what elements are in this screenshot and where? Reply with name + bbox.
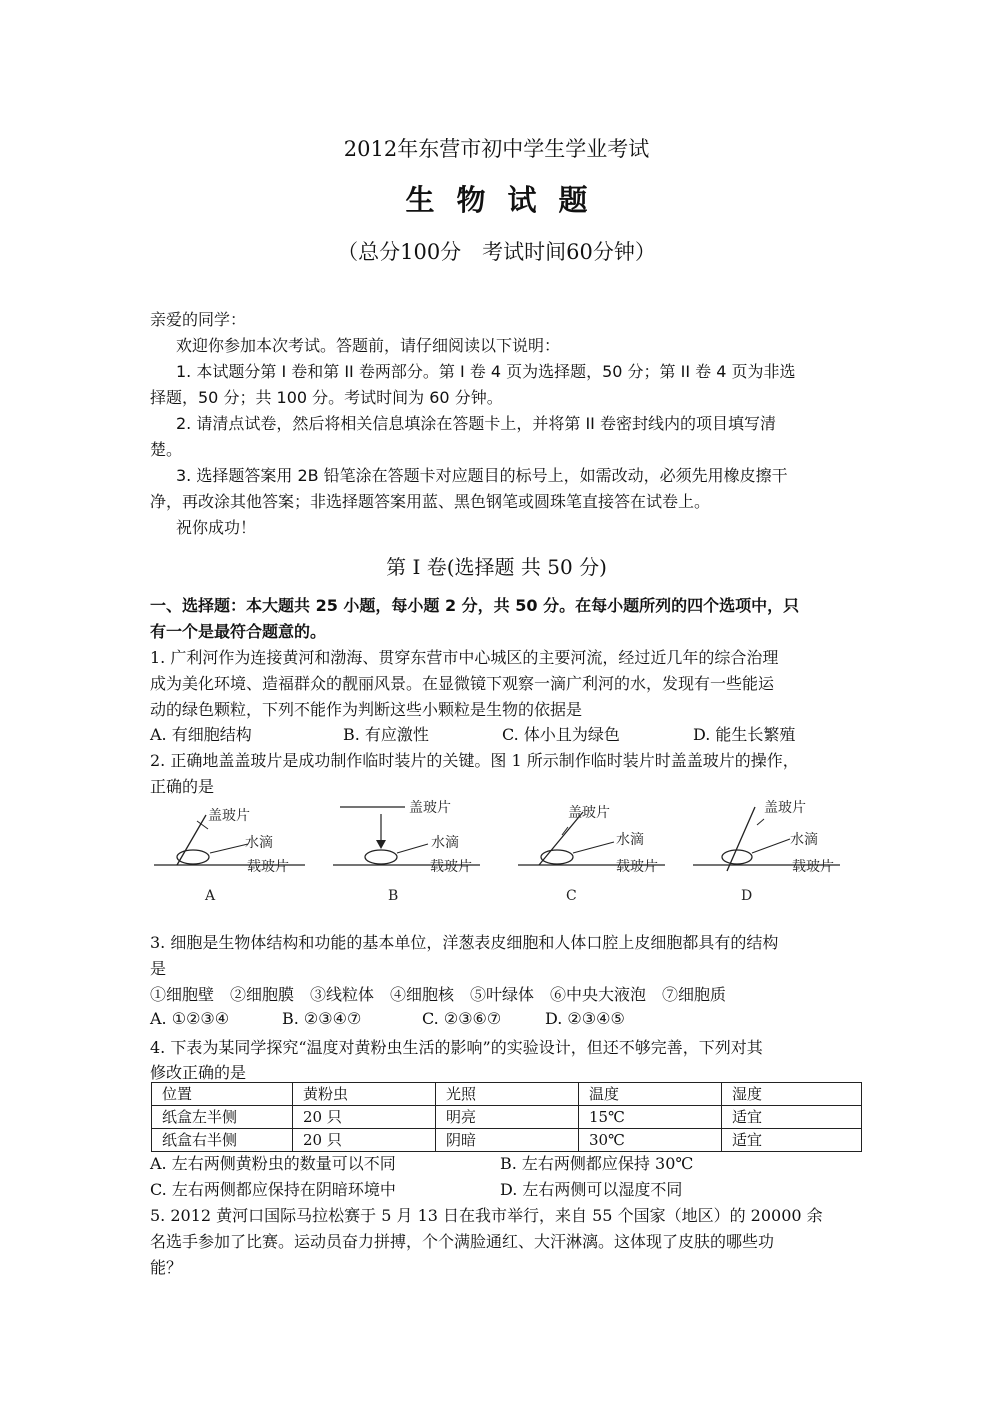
question-1-option-a: A. 有细胞结构 <box>150 725 252 744</box>
water-drop-label: 水滴 <box>431 835 459 851</box>
question-3-option-d: D. ②③④⑤ <box>545 1009 625 1028</box>
table-cell: 20 只 <box>293 1129 436 1152</box>
table-header: 黄粉虫 <box>293 1083 436 1106</box>
notice-line: 净，再改涂其他答案；非选择题答案用蓝、黑色钢笔或圆珠笔直接答在试卷上。 <box>150 492 711 511</box>
question-2-text: 正确的是 <box>150 777 215 796</box>
question-1-option-b: B. 有应激性 <box>343 725 429 744</box>
question-1-option-d: D. 能生长繁殖 <box>693 725 796 744</box>
panel-label: A <box>205 888 216 904</box>
exam-name: 2012年东营市初中学生学业考试 <box>343 137 650 161</box>
question-3-option-a: A. ①②③④ <box>150 1009 230 1028</box>
table-row <box>152 1106 862 1129</box>
question-4-option-c: C. 左右两侧都应保持在阴暗环境中 <box>150 1180 396 1199</box>
table-header: 温度 <box>579 1083 722 1106</box>
notice-line: 楚。 <box>150 440 183 459</box>
table-header: 位置 <box>152 1083 293 1106</box>
figure-panel-c <box>518 804 665 904</box>
cover-slip-label: 盖玻片 <box>568 805 610 821</box>
slide-label: 载玻片 <box>616 859 658 875</box>
cover-slip-label: 盖玻片 <box>764 800 806 816</box>
question-2-text: 2. 正确地盖盖玻片是成功制作临时装片的关键。图 1 所示制作临时装片时盖盖玻片的操作， <box>150 751 799 770</box>
table-cell: 明亮 <box>436 1106 579 1129</box>
question-3-text: 3. 细胞是生物体结构和功能的基本单位，洋葱表皮细胞和人体口腔上皮细胞都具有的结构 <box>150 933 779 952</box>
subject-title: 生物试题 <box>405 183 610 217</box>
notice-line: 1. 本试题分第 I 卷和第 II 卷两部分。第 I 卷 4 页为选择题，50 分；第 II 卷 4 页为非选 <box>176 362 796 381</box>
table-cell: 纸盒右半侧 <box>152 1129 293 1152</box>
table-cell: 适宜 <box>722 1129 862 1152</box>
greeting: 亲爱的同学： <box>150 310 247 329</box>
question-4-option-b: B. 左右两侧都应保持 30℃ <box>500 1154 694 1173</box>
question-1-option-c: C. 体小且为绿色 <box>502 725 620 744</box>
notice-line: 祝你成功！ <box>176 518 257 537</box>
experiment-table <box>151 1082 862 1152</box>
table-cell: 20 只 <box>293 1106 436 1129</box>
question-1-text: 1. 广利河作为连接黄河和渤海、贯穿东营市中心城区的主要河流，经过近几年的综合治理 <box>150 648 779 667</box>
section-instruction: 一、选择题：本大题共 25 小题，每小题 2 分，共 50 分。在每小题所列的四个选项中，只 <box>150 596 800 615</box>
question-5-text: 名选手参加了比赛。运动员奋力拼搏，个个满脸通红、大汗淋漓。这体现了皮肤的哪些功 <box>150 1232 775 1251</box>
table-cell: 纸盒左半侧 <box>152 1106 293 1129</box>
table-cell: 15℃ <box>579 1106 722 1129</box>
table-header: 光照 <box>436 1083 579 1106</box>
figure-panel-b <box>333 799 480 904</box>
notice-line: 择题，50 分；共 100 分。考试时间为 60 分钟。 <box>150 388 503 407</box>
slide-label: 载玻片 <box>247 859 289 875</box>
question-3-structures: ①细胞壁 ②细胞膜 ③线粒体 ④细胞核 ⑤叶绿体 ⑥中央大液泡 ⑦细胞质 <box>150 985 727 1004</box>
panel-label: C <box>566 888 577 904</box>
question-4-text: 修改正确的是 <box>150 1063 247 1082</box>
figure-panel-a <box>154 807 305 904</box>
panel-label: D <box>741 888 753 904</box>
question-1-text: 成为美化环境、造福群众的靓丽风景。在显微镜下观察一滴广利河的水，发现有一些能运 <box>150 674 775 693</box>
panel-label: B <box>388 888 399 904</box>
question-4-option-d: D. 左右两侧可以湿度不同 <box>500 1180 683 1199</box>
coverslip-figure <box>150 792 850 912</box>
section-instruction: 有一个是最符合题意的。 <box>150 622 327 641</box>
notice-line: 3. 选择题答案用 2B 铅笔涂在答题卡对应题目的标号上，如需改动，必须先用橡皮擦干 <box>176 466 788 485</box>
cover-slip-label: 盖玻片 <box>409 800 451 816</box>
question-3-option-b: B. ②③④⑦ <box>282 1009 362 1028</box>
question-1-text: 动的绿色颗粒，下列不能作为判断这些小颗粒是生物的依据是 <box>150 700 583 719</box>
table-row <box>152 1129 862 1152</box>
exam-info: （总分100分 考试时间60分钟） <box>337 240 656 264</box>
section-title: 第 I 卷(选择题 共 50 分) <box>386 555 607 579</box>
question-5-text: 5. 2012 黄河口国际马拉松赛于 5 月 13 日在我市举行，来自 55 个国家（地区）的 20000 余 <box>150 1206 823 1225</box>
cover-slip-label: 盖玻片 <box>208 808 250 824</box>
table-header: 湿度 <box>722 1083 862 1106</box>
water-drop-label: 水滴 <box>790 832 818 848</box>
question-3-text: 是 <box>150 959 167 978</box>
question-4-text: 4. 下表为某同学探究“温度对黄粉虫生活的影响”的实验设计，但还不够完善，下列对其 <box>150 1038 763 1057</box>
table-cell: 适宜 <box>722 1106 862 1129</box>
question-3-option-c: C. ②③⑥⑦ <box>422 1009 502 1028</box>
notice-line: 欢迎你参加本次考试。答题前，请仔细阅读以下说明： <box>176 336 561 355</box>
question-5-text: 能？ <box>150 1258 183 1277</box>
slide-label: 载玻片 <box>430 859 472 875</box>
question-4-option-a: A. 左右两侧黄粉虫的数量可以不同 <box>150 1154 396 1173</box>
table-header-row <box>152 1083 862 1106</box>
slide-label: 载玻片 <box>792 859 834 875</box>
notice-line: 2. 请清点试卷，然后将相关信息填涂在答题卡上，并将第 II 卷密封线内的项目填写清 <box>176 414 776 433</box>
water-drop-label: 水滴 <box>616 832 644 848</box>
figure-panel-d <box>693 799 840 904</box>
table-cell: 30℃ <box>579 1129 722 1152</box>
water-drop-label: 水滴 <box>245 835 273 851</box>
table-cell: 阴暗 <box>436 1129 579 1152</box>
